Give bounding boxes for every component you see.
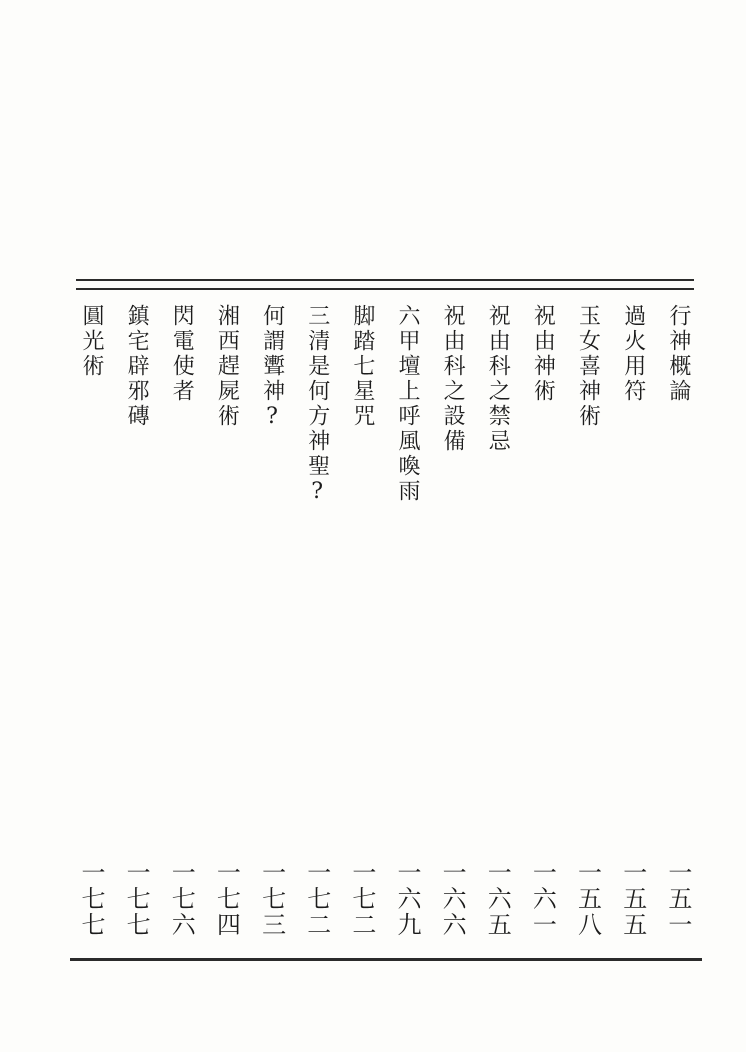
toc-entry — [301, 304, 333, 938]
toc-entry-title: 圓光術 — [79, 304, 104, 379]
toc-entry — [210, 304, 242, 938]
toc-entry-page-number: 一七三 — [257, 860, 286, 938]
toc-entry-title: 祝由科之設備 — [440, 304, 466, 454]
toc-entry-page-number: 一六一 — [528, 860, 557, 938]
toc-entry-page-number: 一六六 — [438, 860, 467, 938]
toc-entry-title: 祝由神術 — [530, 304, 556, 404]
toc-entry — [481, 304, 513, 938]
toc-entry — [256, 304, 288, 938]
toc-entry-page-number: 一七七 — [122, 860, 151, 938]
toc-entry-title: 六甲壇上呼風喚雨 — [394, 304, 420, 504]
toc-entry-page-number: 一七七 — [77, 860, 105, 938]
toc-entry — [391, 304, 423, 938]
toc-entry — [572, 304, 604, 938]
toc-entry-title: 行神概論 — [665, 304, 691, 404]
toc-entry-title: 鎮宅辟邪磚 — [124, 304, 150, 429]
toc-entry — [662, 304, 694, 938]
toc-entry-page-number: 一七二 — [302, 860, 331, 938]
bottom-rule — [70, 958, 702, 961]
toc-entry — [165, 304, 197, 938]
toc-entry-title: 何謂聻神? — [259, 304, 285, 432]
toc-entry-title: 三清是何方神聖? — [304, 304, 330, 507]
toc-entry-title: 過火用符 — [620, 304, 646, 404]
toc-entry — [436, 304, 468, 938]
toc-entry-page-number: 一五八 — [573, 860, 602, 938]
toc-entry — [120, 304, 152, 938]
toc-entry-page-number: 一七六 — [167, 860, 196, 938]
toc-entry-title: 湘西趕屍術 — [214, 304, 240, 429]
toc-entry-page-number: 一六五 — [483, 860, 512, 938]
toc-entry — [75, 304, 107, 938]
toc-entry — [526, 304, 558, 938]
toc-entry-page-number: 一七二 — [347, 860, 376, 938]
toc-entry-title: 玉女喜神術 — [575, 304, 601, 429]
toc-entry-page-number: 一七四 — [212, 860, 241, 938]
toc-entry — [617, 304, 649, 938]
toc-entry-title: 祝由科之禁忌 — [485, 304, 511, 454]
top-double-rule — [76, 279, 694, 290]
toc-entry-page-number: 一五五 — [618, 860, 647, 938]
toc-entry-title: 閃電使者 — [169, 304, 195, 404]
toc-entry-page-number: 一六九 — [392, 860, 421, 938]
toc-entry — [346, 304, 378, 938]
toc-list — [75, 304, 694, 938]
toc-entry-page-number: 一五一 — [663, 860, 692, 938]
toc-entry-title: 脚踏七星咒 — [349, 304, 375, 429]
